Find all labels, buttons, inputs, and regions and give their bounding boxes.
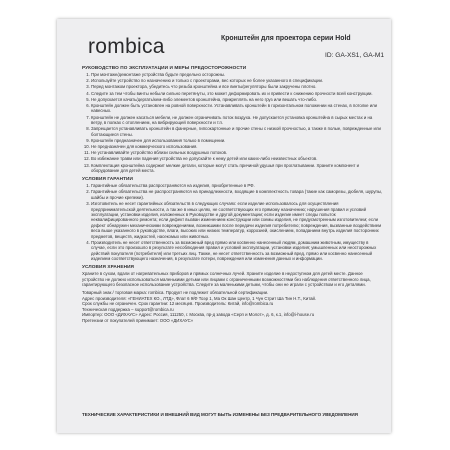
legal-line: Претензии от покупателей принимает: ООО «ДИХАУС» [82, 317, 194, 323]
list-item: 2. Используйте устройство по назначению и только с проекторами, вес которых не более указанного в спецификации. [91, 78, 384, 83]
list-item: 8. Запрещается устанавливать кронштейн в фанерные, гипсокартонные и прочие стены с низкой прочностью, а также в полые, поврежденные или болтающиеся стены. [91, 126, 384, 137]
legal-info [82, 290, 384, 322]
storage-section [82, 264, 384, 287]
list-item: 3. Перед монтажом проектора, убедитесь что резьба кронштейна и все винты/регуляторы были закручены плотно. [91, 84, 384, 89]
legal-line: Товарный знак / торговая марка: rombica. Продукт не подлежит обязательной сертификации. [82, 290, 269, 296]
footer-notice: ТЕХНИЧЕСКИЕ ХАРАКТЕРИСТИКИ И ВНЕШНИЙ ВИД МОГУТ БЫТЬ ИЗМЕНЕНЫ БЕЗ ПРЕДВАРИТЕЛЬНОГО УВЕДОМЛЕНИЯ [82, 412, 358, 417]
legal-line: Техническая поддержка – support@rombica.ru [82, 306, 174, 312]
instruction-sheet [57, 19, 391, 433]
content [82, 65, 384, 323]
list-item: 1. При монтаже/демонтаже устройства будьте предельно осторожны. [91, 72, 384, 77]
model-id: ID: GA-XS1, GA-M1 [325, 52, 384, 59]
list-item: 2. Гарантийные обязательства не распространяются на принадлежности, входящие в комплектность товара (такие как саморезы, дюбеля, шурупы, шайбы и прочие крепежи). [91, 189, 384, 200]
list-item: 4. Следите за тем чтобы винты небыли сильно перетянуты, это может деформировать их и привести к снижению прочности всей конструкции. [91, 91, 384, 96]
list-item: 11. Не устанавливайте устройство вблизи сильных воздушных потоков. [91, 150, 384, 155]
storage-text: Храните в сухом, вдали от нагревательных приборов и прямых солнечных лучей. Храните изделие в недоступном для детей месте. Данное устройство не должно использоваться маленькими детьми или лицами с ограниченными возможностями без наблюдения ответственного лица, гарантирующего безопасное использование устройства. Следите за маленькими детьми, чтобы они не играли с устройством и его деталями. [82, 271, 371, 288]
storage-title: УСЛОВИЯ ХРАНЕНИЯ [82, 264, 135, 270]
safety-section [82, 65, 384, 173]
list-item: 12. Во избежание травм или падения устройства не допускайте к нему детей или каких-либо неизвестных объектов. [91, 156, 384, 161]
legal-line: Импортер: ООО «ДИХАУС» Адрес: Россия, 111250, г. Москва, пр-д завода «Серп и Молот», д. 6, к.1, info@i-house.ru [82, 312, 315, 318]
list-item: 10. Не предназначен для коммерческого использования. [91, 144, 384, 149]
warranty-section [82, 176, 384, 261]
list-item: 7. Кронштейн не должен касаться мебели, не должен ограничивать поток воздуха. Не допускается установка кронштейна в сырых местах и на ветру, в полках с отоплением, на вибрирующей поверхности и т.п. [91, 115, 384, 126]
list-item: 5. Не допускается качать/дергать/кем-либо элементов кронштейна, прикреплять на него груз или вешать что-либо. [91, 97, 384, 102]
list-item: 4. Производитель не несет ответственность за возможный вред прямо или косвенно нанесенный людям, домашним животным, имуществу в случае, если это произошло в результате несоблюдения правил и условий эксплуатации, установки изделия; умышленных или неосторожных действий покупателя (потребителя) или третьих лиц. Также, не несет ответственность за возможный вред, прямо или косвенно нанесенный изделием соответствующего назначения, в результате потери, повреждения или изменения данных и информации. [91, 240, 384, 262]
warranty-list [82, 183, 384, 261]
list-item: 13. Комплектация кронштейна содержит мелкие детали, которые могут стать причиной удушья при проглатывании. Храните компонент и оборудование для детей места. [91, 163, 384, 174]
list-item: 1. Гарантийные обязательства распространяются на изделия, приобретенные в РФ. [91, 183, 384, 188]
list-item: 3. Изготовитель не несет гарантийных обязательств в следующих случаях: если изделие использовалось для осуществления предпринимательской деятельности, а так же в иных целях, не соответствующих его прямому назначению; нарушения правил и условий эксплуатации, установки изделия, изложенных в Руководстве и другой документации; если изделие имеет следы попыток неквалифицированного ремонта; если дефект вызван изменением конструкции или схемы изделия, не предусмотренным изготовителем; если дефект обнаружен механическими повреждениями, возникшими после передачи изделия потребителю; повреждения, вызванные воздействием веса выше указанного в руководстве, влаги, высоких или низких температур, коррозией, окислением, попаданием внутрь изделия посторонних предметов, веществ, жидкостей, насекомых или животных. [91, 201, 384, 239]
legal-line: Срок службы не ограничен. Срок гарантии: 12 месяцев. Производитель: Китай, info@rombica.ru [82, 301, 274, 307]
list-item: 9. Кронштейн предназначен для использования только в помещении. [91, 138, 384, 143]
product-title: Кронштейн для проектора серии Hold [221, 35, 351, 42]
safety-list [82, 72, 384, 173]
legal-line: Адрес производителя: «ГЕНИАТЕХ КО., ЛТД», Флат 6 9/Ф Тоэр 1, Ма Ок Шан Центр, 1 Чун Стрит Ша Тин Н.Т., Китай. [82, 295, 317, 301]
warranty-title: УСЛОВИЯ ГАРАНТИИ [82, 176, 133, 182]
safety-title: РУКОВОДСТВО ПО ЭКСПЛУАТАЦИИ И МЕРЫ ПРЕДОСТОРОЖНОСТИ [82, 65, 247, 70]
list-item: 6. Кронштейн должен быть установлен на ровной поверхности. Устанавливать кронштейн в горизонтальном положении на стенах, в потолке или навесных. [91, 103, 384, 114]
brand-logo: rombica [88, 35, 165, 58]
